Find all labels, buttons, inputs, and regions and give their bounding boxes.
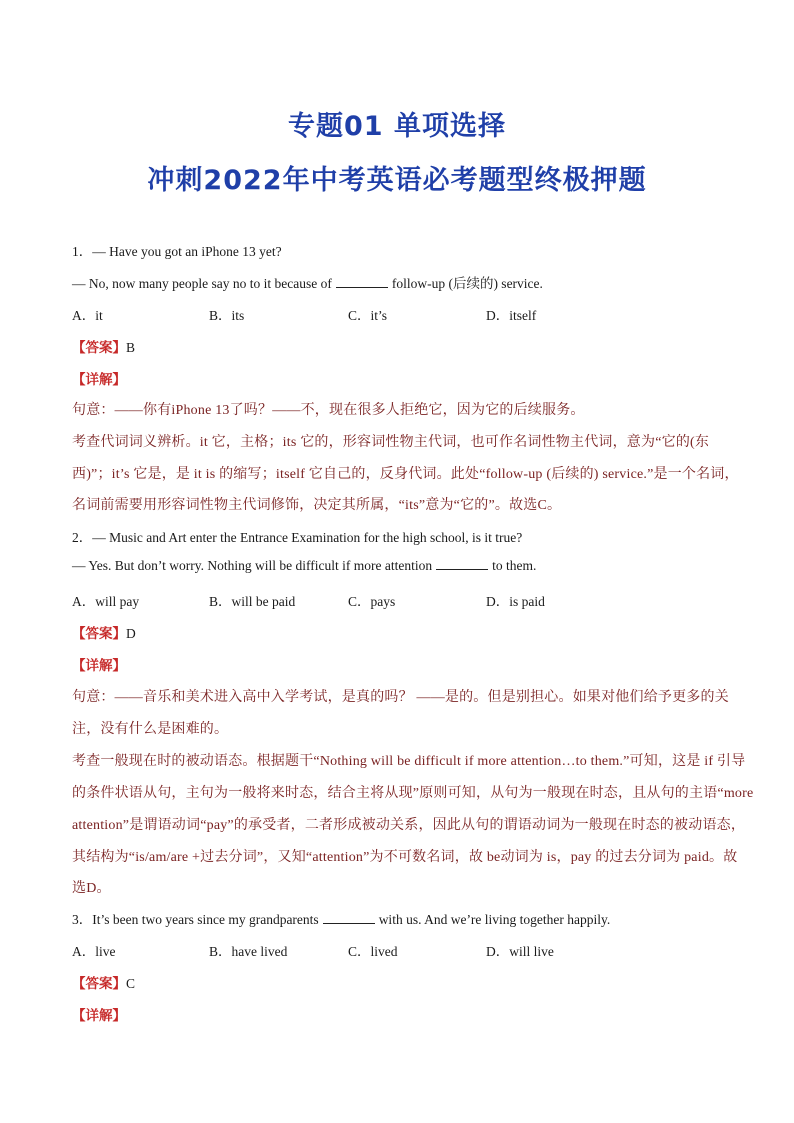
q3-option-d: D．will live (486, 944, 554, 959)
q1-option-a: A．it (72, 308, 103, 323)
q1-option-c: C．it’s (348, 308, 388, 323)
page-subtitle: 冲刺2022年中考英语必考题型终极押题 (147, 165, 647, 196)
q3-option-b: B．have lived (209, 944, 288, 959)
q2-option-c: C．pays (348, 594, 396, 609)
q2-explain-line1: 句意：——音乐和美术进入高中入学考试，是真的吗？ ——是的。但是别担心。如果对他们给予更多的关 (72, 690, 729, 705)
q1-stem-line2 (72, 272, 724, 292)
q3-stem-line1 (72, 908, 724, 928)
q2-blank (436, 559, 488, 570)
q1-blank (336, 277, 388, 288)
q3-option-c: C．lived (348, 944, 398, 959)
q1-explain-line4: 名词前需要用形容词性物主代词修饰，决定其所属，“its”意为“它的”。故选C。 (72, 498, 562, 513)
q2-answer-label: 【答案】 (72, 626, 126, 642)
q2-stem-before-blank: — Yes. But don’t worry. Nothing will be difficult if more attention (72, 558, 433, 573)
q3-stem-after-blank: with us. And we’re living together happily. (378, 912, 611, 927)
q3-answer-label: 【答案】 (72, 976, 126, 992)
q2-detail-label: 【详解】 (72, 658, 126, 674)
q2-explain-line2: 注，没有什么是困难的。 (72, 722, 229, 737)
q2-option-a: A．will pay (72, 594, 140, 609)
q3-answer-value: C (126, 976, 136, 991)
q2-stem-line2 (72, 558, 724, 574)
q1-detail-label: 【详解】 (72, 372, 126, 388)
q2-stem-line1: 2．— Music and Art enter the Entrance Examination for the high school, is it true? (72, 530, 523, 545)
q2-answer (72, 622, 724, 642)
q2-option-d: D．is paid (486, 594, 545, 609)
q1-stem-line1: 1．— Have you got an iPhone 13 yet? (72, 244, 282, 259)
q2-option-b: B．will be paid (209, 594, 296, 609)
q1-explain-line1: 句意：——你有iPhone 13了吗？——不，现在很多人拒绝它，因为它的后续服务。 (72, 403, 585, 418)
q2-explain-line5: attention”是谓语动词“pay”的承受者，二者形成被动关系，因此从句的谓语动词为一般现在时态的被动语态， (72, 818, 746, 833)
q1-explain-line3: 西)”；it’s 它是，是 it is 的缩写；itself 它自己的，反身代词。此处“follow-up (后续的) service.”是一个名词， (72, 467, 739, 482)
q1-answer-label: 【答案】 (72, 340, 126, 356)
q2-explain-line4: 的条件状语从句，主句为一般将来时态，结合主将从现”原则可知，从句为一般现在时态，且从句的主语“more (72, 786, 754, 801)
q2-explain-line6: 其结构为“is/am/are +过去分词”，又知“attention”为不可数名词，故 be动词为 is，pay 的过去分词为 paid。故 (72, 850, 738, 865)
q3-option-a: A．live (72, 944, 116, 959)
q1-answer (72, 336, 724, 356)
q2-explain-line7: 选D。 (72, 881, 111, 896)
q1-option-d: D．itself (486, 308, 537, 323)
q1-stem-before-blank: — No, now many people say no to it because of (72, 276, 332, 291)
q1-answer-value: B (126, 340, 136, 355)
q2-answer-value: D (126, 626, 136, 641)
q3-stem-before-blank: 3．It’s been two years since my grandparents (72, 912, 319, 927)
q3-answer (72, 972, 724, 992)
q3-blank (323, 913, 375, 924)
q1-explain-line2: 考查代词词义辨析。it 它，主格；its 它的，形容词性物主代词，也可作名词性物主代词，意为“它的(东 (72, 435, 710, 450)
q2-stem-after-blank: to them. (492, 558, 537, 573)
q1-stem-after-blank: follow-up (后续的) service. (391, 276, 543, 291)
q2-explain-line3: 考查一般现在时的被动语态。根据题干“Nothing will be difficult if more attention…to them.”可知，这是 if 引导 (72, 754, 746, 769)
page-title: 专题01 单项选择 (288, 111, 506, 142)
q1-option-b: B．its (209, 308, 245, 323)
q3-detail-label: 【详解】 (72, 1008, 126, 1024)
